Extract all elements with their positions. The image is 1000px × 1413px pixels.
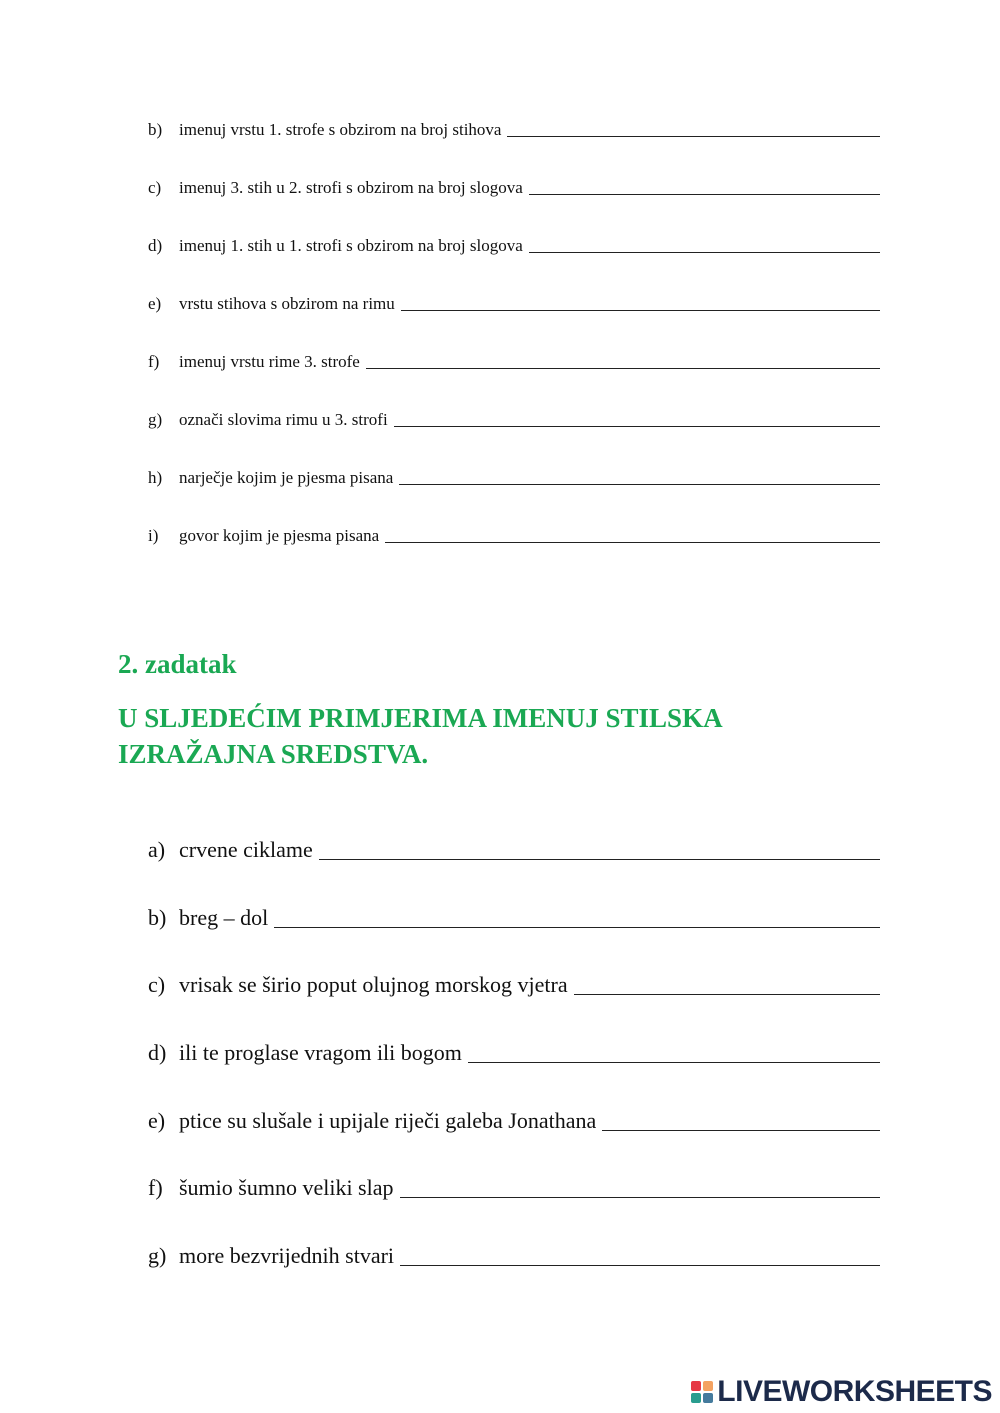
item-marker: e): [148, 294, 162, 313]
task-instruction: U SLJEDEĆIM PRIMJERIMA IMENUJ STILSKA IZRAŽAJNA SREDSTVA.: [118, 703, 722, 769]
item-text: imenuj vrstu 1. strofe s obzirom na broj stihova: [179, 120, 502, 139]
item-marker: g): [148, 410, 163, 429]
task-title: 2. zadatak: [118, 649, 237, 679]
item-text: govor kojim je pjesma pisana: [179, 526, 380, 545]
list-item: [148, 970, 880, 1038]
list-item: [148, 292, 880, 350]
answer-line[interactable]: [401, 310, 880, 311]
liveworksheets-logo[interactable]: [691, 1375, 992, 1409]
item-text: ili te proglase vragom ili bogom: [179, 1040, 462, 1066]
question2-list: [148, 835, 880, 1309]
answer-line[interactable]: [400, 1197, 881, 1198]
list-item: [148, 176, 880, 234]
answer-line[interactable]: [366, 368, 880, 369]
logo-text: LIVEWORKSHEETS: [717, 1375, 992, 1408]
list-item: [148, 835, 880, 903]
item-marker: b): [148, 120, 163, 139]
item-text: imenuj 1. stih u 1. strofi s obzirom na broj slogova: [179, 236, 523, 255]
list-item: [148, 350, 880, 408]
item-marker: i): [148, 526, 159, 545]
item-text: crvene ciklame: [179, 837, 313, 862]
answer-line[interactable]: [400, 1265, 880, 1266]
item-text: more bezvrijednih stvari: [179, 1243, 395, 1269]
list-item: [148, 524, 880, 582]
answer-line[interactable]: [385, 542, 880, 543]
answer-line[interactable]: [394, 426, 880, 427]
list-item: [148, 408, 880, 466]
list-item: [148, 466, 880, 524]
item-text: imenuj vrstu rime 3. strofe: [179, 352, 360, 371]
logo-icon: [691, 1381, 713, 1403]
item-marker: h): [148, 468, 163, 487]
item-marker: e): [148, 1107, 166, 1133]
list-item: [148, 1241, 880, 1309]
item-text: ptice su slušale i upijale riječi galeba Jonathana: [179, 1107, 597, 1133]
question1-list: [148, 118, 880, 582]
item-text: vrisak se širio poput olujnog morskog vjetra: [179, 972, 568, 998]
item-marker: g): [148, 1243, 167, 1269]
item-marker: f): [148, 1175, 163, 1201]
item-text: breg – dol: [179, 904, 269, 930]
answer-line[interactable]: [529, 194, 880, 195]
answer-line[interactable]: [468, 1062, 880, 1063]
list-item: [148, 1038, 880, 1106]
answer-line[interactable]: [507, 136, 880, 137]
item-marker: f): [148, 352, 160, 371]
item-text: označi slovima rimu u 3. strofi: [179, 410, 388, 429]
list-item: [148, 118, 880, 176]
item-marker: c): [148, 178, 162, 197]
item-marker: d): [148, 236, 163, 255]
list-item: [148, 903, 880, 971]
list-item: [148, 1173, 880, 1241]
answer-line[interactable]: [529, 252, 880, 253]
answer-line[interactable]: [399, 484, 880, 485]
answer-line[interactable]: [574, 994, 880, 995]
answer-line[interactable]: [274, 927, 880, 928]
item-marker: b): [148, 904, 167, 930]
answer-line[interactable]: [319, 859, 880, 860]
item-text: imenuj 3. stih u 2. strofi s obzirom na broj slogova: [179, 178, 523, 197]
item-text: narječje kojim je pjesma pisana: [179, 468, 394, 487]
item-marker: a): [148, 837, 166, 862]
item-text: vrstu stihova s obzirom na rimu: [179, 294, 395, 313]
item-marker: d): [148, 1040, 167, 1066]
item-text: šumio šumno veliki slap: [179, 1175, 394, 1201]
answer-line[interactable]: [602, 1130, 880, 1131]
list-item: [148, 234, 880, 292]
item-marker: c): [148, 972, 166, 998]
list-item: [148, 1106, 880, 1174]
